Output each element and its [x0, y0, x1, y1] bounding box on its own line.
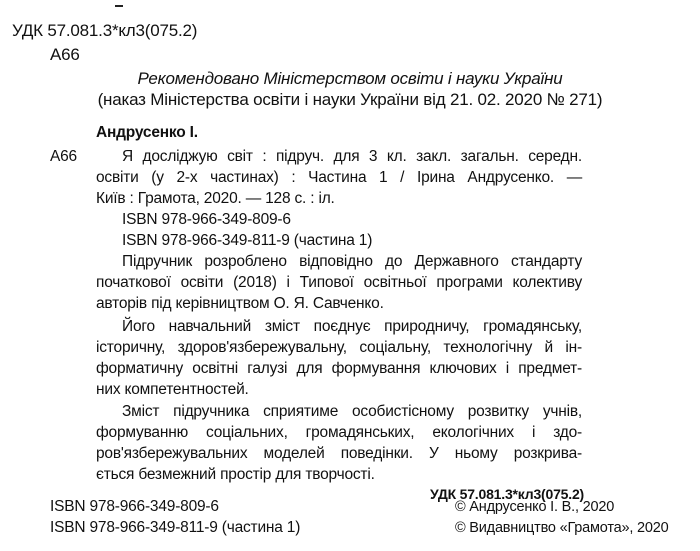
copyright-author: © Андрусенко І. В., 2020	[455, 499, 615, 515]
title-line: Я досліджую світ : підруч. для 3 кл. закл. загальн. середн.	[122, 148, 582, 165]
paragraph-line: ров'язбережувальних моделей поведінки. У ньому розкрива-	[96, 445, 582, 462]
paragraph-line: початкової освіти (2018) і Типової освітньої програми колективу	[96, 274, 582, 291]
paragraph-line: них компетентностей.	[96, 381, 249, 398]
paragraph-line: Його навчальний зміст поєднує природничу, громадянську,	[122, 318, 582, 335]
title-line: освіти (у 2-х частинах) : Частина 1 / Ірина Андрусенко. —	[96, 169, 582, 186]
paragraph-line: форматичну освітні галузі для формування ключових і предмет-	[96, 360, 582, 377]
library-index: А66	[50, 45, 80, 64]
udk-code: УДК 57.081.3*кл3(075.2)	[12, 21, 198, 40]
paragraph-line: ється безмежний простір для творчості.	[96, 466, 375, 483]
recommendation-line: Рекомендовано Міністерством освіти і науки України	[137, 69, 563, 88]
paragraph-line: формуванню соціальних, громадянських, екологічних і здо-	[96, 424, 582, 441]
paragraph-line: Зміст підручника сприятиме особистісному розвитку учнів,	[122, 403, 582, 420]
title-line: Київ : Грамота, 2020. — 128 с. : іл.	[96, 190, 335, 207]
record-index: А66	[50, 148, 77, 165]
scan-mark	[115, 5, 123, 7]
author: Андрусенко І.	[96, 124, 198, 141]
paragraph-line: авторів під керівництвом О. Я. Савченко.	[96, 295, 384, 312]
recommendation-order: (наказ Міністерства освіти і науки України від 21. 02. 2020 № 271)	[97, 90, 603, 109]
isbn-line: ISBN 978-966-349-811-9 (частина 1)	[122, 232, 373, 249]
copyright-publisher: © Видавництво «Грамота», 2020	[455, 520, 669, 536]
isbn-line: ISBN 978-966-349-809-6	[122, 211, 291, 228]
paragraph-line: історичну, здоров'язбережувальну, соціальну, технологічну й ін-	[96, 339, 582, 356]
udk-bottom: УДК 57.081.3*кл3(075.2)	[430, 486, 584, 502]
footer-isbn: ISBN 978-966-349-809-6	[50, 498, 219, 515]
paragraph-line: Підручник розроблено відповідно до Державного стандарту	[122, 253, 582, 270]
footer-isbn: ISBN 978-966-349-811-9 (частина 1)	[50, 519, 301, 536]
